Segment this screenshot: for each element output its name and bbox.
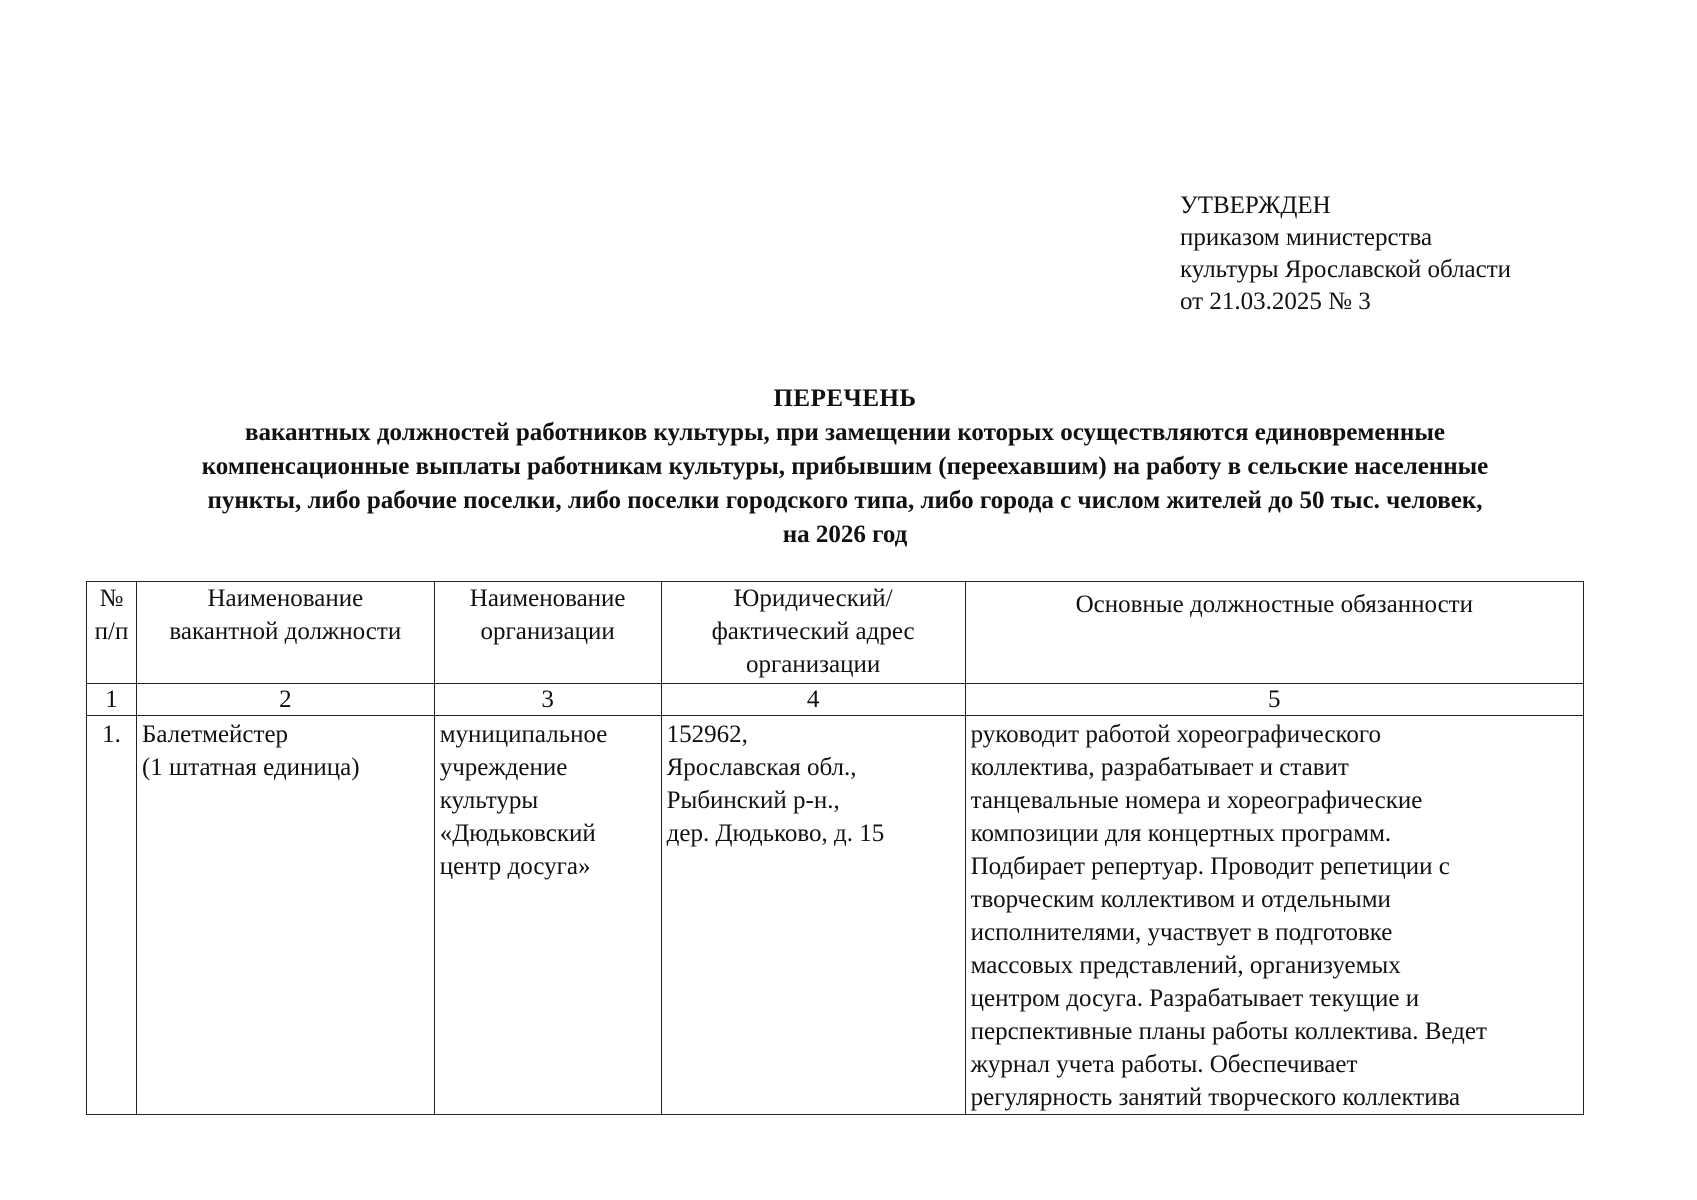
title-line-2: компенсационные выплаты работникам культуры, прибывшим (переехавшим) на работу в сельские населенные bbox=[201, 453, 1489, 480]
header-organization bbox=[434, 582, 661, 684]
approval-order: приказом министерства bbox=[1180, 224, 1433, 251]
duties-line: Подбирает репертуар. Проводит репетиции с bbox=[970, 853, 1450, 880]
position-title: Балетмейстер bbox=[141, 721, 289, 748]
header-number-line2: п/п bbox=[94, 618, 129, 645]
column-number: 3 bbox=[434, 684, 661, 716]
header-position-line2: вакантной должности bbox=[169, 618, 402, 645]
approval-title: УТВЕРЖДЕН bbox=[1180, 192, 1331, 219]
address-line: дер. Дюдьково, д. 15 bbox=[666, 820, 885, 847]
org-line: центр досуга» bbox=[439, 853, 591, 880]
duties-line: руководит работой хореографического bbox=[970, 721, 1382, 748]
address-line: Ярославская обл., bbox=[666, 754, 857, 781]
row-position bbox=[136, 716, 434, 1115]
header-duties: Основные должностные обязанности bbox=[965, 582, 1583, 684]
approval-ministry: культуры Ярославской области bbox=[1180, 256, 1512, 283]
column-number: 4 bbox=[661, 684, 965, 716]
duties-line: центром досуга. Разрабатывает текущие и bbox=[970, 985, 1420, 1012]
org-line: муниципальное bbox=[439, 721, 608, 748]
row-duties bbox=[965, 716, 1583, 1115]
header-number bbox=[87, 582, 137, 684]
org-line: культуры bbox=[439, 787, 539, 814]
address-line: 152962, bbox=[666, 721, 748, 748]
duties-line: перспективные планы работы коллектива. Ведет bbox=[970, 1018, 1487, 1045]
title-line-4: на 2026 год bbox=[782, 521, 908, 548]
table-row bbox=[87, 716, 1584, 1115]
duties-line: танцевальные номера и хореографические bbox=[970, 787, 1423, 814]
duties-line: композиции для концертных программ. bbox=[970, 820, 1392, 847]
header-address-line1: Юридический/ bbox=[733, 585, 893, 612]
duties-line: исполнителями, участвует в подготовке bbox=[970, 919, 1393, 946]
header-org-line2: организации bbox=[480, 618, 615, 645]
approval-stamp bbox=[1180, 190, 1511, 318]
column-number: 1 bbox=[87, 684, 137, 716]
header-address bbox=[661, 582, 965, 684]
title-line-3: пункты, либо рабочие поселки, либо поселки городского типа, либо города с числом жителей до 50 тыс. человек, bbox=[207, 487, 1483, 514]
duties-line: коллектива, разрабатывает и ставит bbox=[970, 754, 1349, 781]
column-number: 5 bbox=[965, 684, 1583, 716]
header-position bbox=[136, 582, 434, 684]
table-header-row bbox=[87, 582, 1584, 684]
column-number: 2 bbox=[136, 684, 434, 716]
document-title bbox=[80, 382, 1610, 552]
header-position-line1: Наименование bbox=[207, 585, 364, 612]
header-address-line2: фактический адрес bbox=[711, 618, 915, 645]
header-org-line1: Наименование bbox=[469, 585, 626, 612]
vacancy-table bbox=[86, 581, 1584, 1115]
row-address bbox=[661, 716, 965, 1115]
header-number-line1: № bbox=[99, 585, 124, 612]
title-heading: ПЕРЕЧЕНЬ bbox=[773, 385, 917, 412]
row-number: 1. bbox=[87, 716, 137, 1115]
row-organization bbox=[434, 716, 661, 1115]
duties-line: журнал учета работы. Обеспечивает bbox=[970, 1051, 1358, 1078]
address-line: Рыбинский р-н., bbox=[666, 787, 840, 814]
header-address-line3: организации bbox=[746, 651, 881, 678]
duties-line: массовых представлений, организуемых bbox=[970, 952, 1401, 979]
title-line-1: вакантных должностей работников культуры, при замещении которых осуществляются единовременные bbox=[245, 419, 1445, 446]
duties-line: регулярность занятий творческого коллектива bbox=[970, 1084, 1461, 1111]
org-line: «Дюдьковский bbox=[439, 820, 596, 847]
position-units: (1 штатная единица) bbox=[141, 754, 360, 781]
column-number-row bbox=[87, 684, 1584, 716]
org-line: учреждение bbox=[439, 754, 568, 781]
approval-date: от 21.03.2025 № 3 bbox=[1180, 288, 1371, 315]
duties-line: творческим коллективом и отдельными bbox=[970, 886, 1391, 913]
